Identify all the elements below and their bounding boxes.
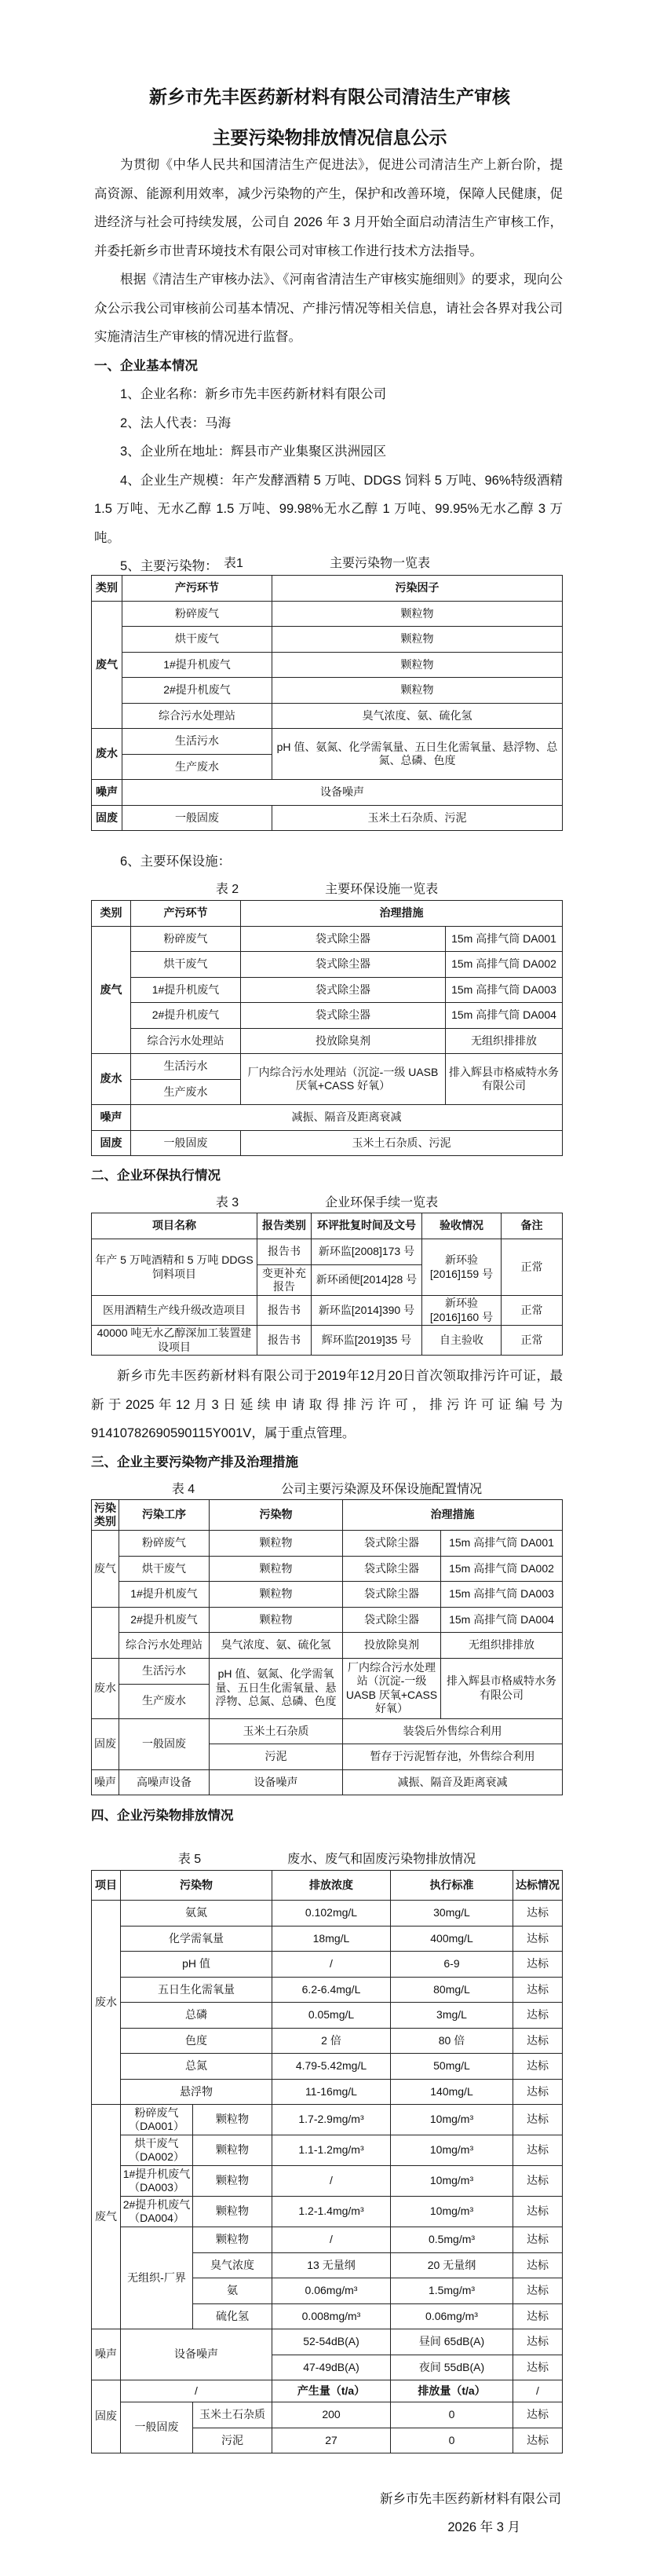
table-cell: 0.05mg/L [272, 2003, 391, 2029]
info-item: 4、企业生产规模：年产发酵酒精 5 万吨、DDGS 饲料 5 万吨、96%特级酒精 1.5 万吨、无水乙醇 1.5 万吨、99.98%无水乙醇 1 万吨、99.95%无水乙醇 3 万吨。 [94, 473, 563, 545]
table-cell: 15m 高排气筒 DA003 [446, 977, 563, 1003]
table-cell: 臭气浓度、氨、硫化氢 [272, 703, 563, 729]
table-cell: 15m 高排气筒 DA003 [441, 1582, 563, 1608]
table-cell: 颗粒物 [210, 1582, 343, 1608]
header-cell: 执行标准 [391, 1871, 513, 1901]
table-cell: 0.008mg/m³ [272, 2303, 391, 2329]
table-cell: 52-54dB(A) [272, 2329, 391, 2355]
table-cell: pH 值 [121, 1952, 272, 1978]
table-cell: 总氮 [121, 2054, 272, 2080]
table-cell: 1#提升机废气 [119, 1582, 210, 1608]
info-item: 5、主要污染物： [120, 559, 218, 573]
table-cell: 2#提升机废气 [122, 678, 272, 704]
status-cell: 达标 [513, 2166, 563, 2197]
table-cell: 臭气浓度、氨、硫化氢 [210, 1633, 343, 1659]
table-cell: 2#提升机废气 [119, 1607, 210, 1633]
table-cell: 悬浮物 [121, 2079, 272, 2105]
table-cell: 0.5mg/m³ [391, 2227, 513, 2253]
table-cell: 1.1-1.2mg/m³ [272, 2135, 391, 2166]
table-cell: 自主验收 [422, 1326, 502, 1356]
table-cell: 袋式除尘器 [343, 1531, 441, 1557]
table-cell: 11-16mg/L [272, 2079, 391, 2105]
category-cell: 噪声 [92, 2329, 121, 2380]
document-title [0, 76, 653, 158]
status-cell: 达标 [513, 2003, 563, 2029]
table-cell: 颗粒物 [272, 678, 563, 704]
table-cell: 装袋后外售综合利用 [343, 1718, 563, 1744]
header-cell: 污染工序 [119, 1500, 210, 1531]
category-cell: 固废 [92, 1718, 119, 1769]
table-2-facilities [91, 900, 563, 1156]
table-cell: 袋式除尘器 [241, 952, 446, 978]
title-line-1: 新乡市先丰医药新材料有限公司清洁生产审核 [149, 86, 510, 107]
table-cell: 生产废水 [122, 754, 272, 780]
table-cell: 粉碎废气 [131, 926, 241, 952]
table-cell: 袋式除尘器 [241, 926, 446, 952]
table-cell: 颗粒物 [272, 627, 563, 653]
table-cell: 年产 5 万吨酒精和 5 万吨 DDGS 饲料项目 [92, 1239, 257, 1296]
table-cell: 总磷 [121, 2003, 272, 2029]
header-cell: 污染因子 [272, 576, 563, 602]
table-cell: 1#提升机废气 [122, 652, 272, 678]
table-cell: 玉米土石杂质、污泥 [272, 805, 563, 831]
table-cell: 生活污水 [119, 1658, 210, 1684]
header-cell: 产污环节 [122, 576, 272, 602]
table-cell: 排入辉县市格威特水务有限公司 [446, 1054, 563, 1105]
table-cell: 昼间 65dB(A) [391, 2329, 513, 2355]
table-cell: 140mg/L [391, 2079, 513, 2105]
status-cell: 达标 [513, 2135, 563, 2166]
table-cell: 变更补充报告 [257, 1265, 312, 1296]
table-cell: 1.2-1.4mg/m³ [272, 2197, 391, 2227]
category-cell: 废水 [92, 1658, 119, 1718]
category-cell: 废水 [92, 1901, 121, 2105]
category-cell: 噪声 [92, 1105, 131, 1131]
header-cell: 验收情况 [422, 1213, 502, 1239]
table-cell: 400mg/L [391, 1926, 513, 1952]
table-cell: 15m 高排气筒 DA001 [441, 1531, 563, 1557]
table-cell: 无组织排排放 [441, 1633, 563, 1659]
status-cell: 达标 [513, 2197, 563, 2227]
table-cell: 18mg/L [272, 1926, 391, 1952]
table-cell: 新环监[2014]390 号 [312, 1296, 422, 1326]
table-cell: 正常 [502, 1326, 563, 1356]
table-cell: 颗粒物 [210, 1531, 343, 1557]
table-cell: 袋式除尘器 [241, 1003, 446, 1029]
category-cell: 废水 [92, 729, 122, 780]
header-cell: 项目名称 [92, 1213, 257, 1239]
permit-paragraph: 新乡市先丰医药新材料有限公司于2019年12月20日首次领取排污许可证，最新于2025年12月3日延续申请取得排污许可，排污许可证编号为91410782690590115Y001V，属于重点管理。 [91, 1369, 563, 1440]
table-cell: 1.5mg/m³ [391, 2278, 513, 2304]
header-cell: 污染物 [121, 1871, 272, 1901]
table-cell: / [272, 2227, 391, 2253]
category-cell-continued [92, 1607, 119, 1658]
status-cell: 达标 [513, 2303, 563, 2329]
table-cell: 0.102mg/L [272, 1901, 391, 1927]
table-cell: 颗粒物 [272, 652, 563, 678]
table-cell: 化学需氧量 [121, 1926, 272, 1952]
table-cell: 袋式除尘器 [343, 1556, 441, 1582]
table-cell: 减振、隔音及距离衰减 [343, 1769, 563, 1795]
table-cell: 袋式除尘器 [343, 1582, 441, 1608]
section-heading-3: 三、企业主要污染物产排及治理措施 [91, 1455, 298, 1469]
table-cell: 粉碎废气（DA001） [121, 2105, 193, 2135]
table-cell: 20 无量纲 [391, 2252, 513, 2278]
header-cell: 产污环节 [131, 901, 241, 927]
table-5-caption [91, 1850, 563, 1870]
table-number: 表 3 [215, 1196, 239, 1209]
status-cell: 达标 [513, 1901, 563, 1927]
table-cell: 30mg/L [391, 1901, 513, 1927]
table-cell: 10mg/m³ [391, 2197, 513, 2227]
table-cell: 新环函便[2014]28 号 [312, 1265, 422, 1296]
category-cell: 固废 [92, 805, 122, 831]
table-cell: 辉环监[2019]35 号 [312, 1326, 422, 1356]
table-cell: 颗粒物 [210, 1556, 343, 1582]
table-cell: 夜间 55dB(A) [391, 2355, 513, 2380]
section-heading-2: 二、企业环保执行情况 [91, 1169, 221, 1183]
table-cell: 颗粒物 [272, 601, 563, 627]
table-cell: 生活污水 [131, 1054, 241, 1080]
status-cell: 达标 [513, 1926, 563, 1952]
table-cell: 氨氮 [121, 1901, 272, 1927]
table-cell: 排放量（t/a） [391, 2380, 513, 2402]
table-cell: 200 [272, 2402, 391, 2428]
table-cell: 正常 [502, 1239, 563, 1296]
signature-date: 2026 年 3 月 [447, 2520, 520, 2534]
table-cell: 生产废水 [131, 1079, 241, 1105]
category-cell: 废气 [92, 1531, 119, 1608]
table-cell: 0 [391, 2402, 513, 2428]
table-cell: 正常 [502, 1296, 563, 1326]
header-cell: 治理措施 [343, 1500, 563, 1531]
table-cell: 颗粒物 [210, 1607, 343, 1633]
table-cell: 厂内综合污水处理站（沉淀-一级 UASB 厌氧+CASS 好氧） [343, 1658, 441, 1718]
table-cell: 颗粒物 [193, 2227, 272, 2253]
table-cell: 10mg/m³ [391, 2105, 513, 2135]
table-cell: 2#提升机废气（DA004） [121, 2197, 193, 2227]
table-cell: 40000 吨无水乙醇深加工装置建设项目 [92, 1326, 257, 1356]
table-cell: 13 无量纲 [272, 2252, 391, 2278]
table-cell: 颗粒物 [193, 2105, 272, 2135]
table-cell: 2 倍 [272, 2028, 391, 2054]
status-cell: 达标 [513, 2105, 563, 2135]
table-cell: 80mg/L [391, 1977, 513, 2003]
table-cell: 50mg/L [391, 2054, 513, 2080]
header-cell: 排放浓度 [272, 1871, 391, 1901]
category-cell: 废气 [92, 926, 131, 1054]
category-cell: 废水 [92, 1054, 131, 1105]
table-3-permits [91, 1213, 563, 1356]
table-cell: 厂内综合污水处理站（沉淀-一级 UASB 厌氧+CASS 好氧） [241, 1054, 446, 1105]
table-cell: 排入辉县市格威特水务有限公司 [441, 1658, 563, 1718]
table-cell: 烘干废气（DA002） [121, 2135, 193, 2166]
table-cell: 玉米土石杂质 [210, 1718, 343, 1744]
table-cell: 15m 高排气筒 DA002 [446, 952, 563, 978]
table-cell: 袋式除尘器 [343, 1607, 441, 1633]
status-cell: 达标 [513, 1977, 563, 2003]
table-cell: 报告书 [257, 1296, 312, 1326]
status-cell: 达标 [513, 2227, 563, 2253]
table-cell: 15m 高排气筒 DA004 [441, 1607, 563, 1633]
info-item: 1、企业名称：新乡市先丰医药新材料有限公司 [120, 387, 387, 401]
table-cell: 减振、隔音及距离衰减 [131, 1105, 563, 1131]
header-cell: 报告类别 [257, 1213, 312, 1239]
header-cell: 污染类别 [92, 1500, 119, 1531]
table-cell: 综合污水处理站 [119, 1633, 210, 1659]
table-cell: 生产废水 [119, 1684, 210, 1718]
table-cell: 报告书 [257, 1239, 312, 1265]
table-cell: 五日生化需氧量 [121, 1977, 272, 2003]
table-cell: 10mg/m³ [391, 2166, 513, 2197]
table-cell: / [272, 1952, 391, 1978]
status-cell: 达标 [513, 2355, 563, 2380]
table-cell: 硫化氢 [193, 2303, 272, 2329]
table-cell: 颗粒物 [193, 2135, 272, 2166]
category-cell: 固废 [92, 1130, 131, 1156]
header-cell: 项目 [92, 1871, 121, 1901]
table-cell: 氨 [193, 2278, 272, 2304]
table-number: 表1 [224, 557, 243, 570]
table-cell: pH 值、氨氮、化学需氧量、五日生化需氧量、悬浮物、总氮、总磷、色度 [272, 729, 563, 780]
table-cell: 一般固废 [131, 1130, 241, 1156]
table-cell: 设备噪声 [122, 780, 563, 806]
category-cell: 固废 [92, 2380, 121, 2453]
table-cell: 玉米土石杂质 [193, 2402, 272, 2428]
table-number: 表 4 [171, 1483, 195, 1496]
status-cell: 达标 [513, 2079, 563, 2105]
table-cell: 玉米土石杂质、污泥 [241, 1130, 563, 1156]
status-cell: 达标 [513, 2252, 563, 2278]
table-cell: pH 值、氨氮、化学需氧量、五日生化需氧量、悬浮物、总氮、总磷、色度 [210, 1658, 343, 1718]
table-cell: 一般固废 [121, 2402, 193, 2453]
table-cell: 一般固废 [119, 1718, 210, 1769]
table-cell: / [121, 2380, 272, 2402]
table-cell: 袋式除尘器 [241, 977, 446, 1003]
table-cell: 暂存于污泥暂存池，外售综合利用 [343, 1744, 563, 1770]
table-cell: 医用酒精生产线升级改造项目 [92, 1296, 257, 1326]
table-cell: 综合污水处理站 [122, 703, 272, 729]
status-cell: 达标 [513, 1952, 563, 1978]
table-cell: 色度 [121, 2028, 272, 2054]
table-cell: 新环验[2016]159 号 [422, 1239, 502, 1296]
table-cell: 2#提升机废气 [131, 1003, 241, 1029]
table-cell: 投放除臭剂 [241, 1028, 446, 1054]
header-cell: 环评批复时间及文号 [312, 1213, 422, 1239]
table-cell: 47-49dB(A) [272, 2355, 391, 2380]
table-cell: 15m 高排气筒 DA001 [446, 926, 563, 952]
table-cell: 无组织-厂界 [121, 2227, 193, 2329]
table-cell: 颗粒物 [193, 2197, 272, 2227]
intro-paragraph-1: 为贯彻《中华人民共和国清洁生产促进法》，促进公司清洁生产上新台阶，提高资源、能源利用效率，减少污染物的产生，保护和改善环境，保障人民健康，促进经济与社会可持续发展，公司自 2026 年 3 月开始全面启动清洁生产审核工作，并委托新乡市世青环境技术有限公司对审核工作进行技术方法指导。 [94, 158, 563, 258]
table-cell: 设备噪声 [121, 2329, 272, 2380]
table-cell: 80 倍 [391, 2028, 513, 2054]
table-1-caption [91, 554, 563, 574]
table-cell: 粉碎废气 [122, 601, 272, 627]
header-cell: 污染物 [210, 1500, 343, 1531]
table-cell: 生活污水 [122, 729, 272, 755]
category-cell: 废气 [92, 601, 122, 729]
table-number: 表 5 [177, 1853, 202, 1866]
table-cell: 6-9 [391, 1952, 513, 1978]
signature-company: 新乡市先丰医药新材料有限公司 [380, 2492, 561, 2506]
table-cell: 颗粒物 [193, 2166, 272, 2197]
table-cell: 4.79-5.42mg/L [272, 2054, 391, 2080]
header-cell: 备注 [502, 1213, 563, 1239]
table-cell: 污泥 [210, 1744, 343, 1770]
status-cell: 达标 [513, 2402, 563, 2428]
table-title: 主要污染物一览表 [329, 557, 430, 570]
table-cell: / [272, 2166, 391, 2197]
table-cell: 27 [272, 2428, 391, 2453]
header-cell: 类别 [92, 576, 122, 602]
table-4-caption [91, 1480, 563, 1500]
table-number: 表 2 [215, 883, 239, 896]
table-cell: 新环监[2008]173 号 [312, 1239, 422, 1265]
table-cell: 臭气浓度 [193, 2252, 272, 2278]
table-cell: 6.2-6.4mg/L [272, 1977, 391, 2003]
status-cell: 达标 [513, 2054, 563, 2080]
table-cell: 粉碎废气 [119, 1531, 210, 1557]
table-cell: 1#提升机废气 [131, 977, 241, 1003]
table-cell: 无组织排排放 [446, 1028, 563, 1054]
status-cell: 达标 [513, 2028, 563, 2054]
info-item: 6、主要环保设施： [120, 854, 232, 869]
table-title: 废水、废气和固废污染物排放情况 [287, 1853, 476, 1866]
table-title: 企业环保手续一览表 [325, 1196, 439, 1209]
table-2-caption [91, 880, 563, 900]
table-1-pollutants [91, 575, 563, 831]
info-item: 2、法人代表：马海 [120, 415, 232, 430]
table-cell: 0.06mg/m³ [272, 2278, 391, 2304]
table-cell: 一般固废 [122, 805, 272, 831]
table-cell: 烘干废气 [119, 1556, 210, 1582]
table-3-caption [91, 1193, 563, 1213]
table-cell: 0.06mg/m³ [391, 2303, 513, 2329]
header-cell: 治理措施 [241, 901, 563, 927]
table-cell: / [513, 2380, 563, 2402]
info-item: 3、企业所在地址：辉县市产业集聚区洪洲园区 [120, 445, 387, 459]
table-cell: 新环验[2016]160 号 [422, 1296, 502, 1326]
table-cell: 15m 高排气筒 DA004 [446, 1003, 563, 1029]
table-cell: 1#提升机废气（DA003） [121, 2166, 193, 2197]
section-heading-1: 一、企业基本情况 [94, 358, 198, 373]
table-cell: 烘干废气 [122, 627, 272, 653]
section-heading-4: 四、企业污染物排放情况 [91, 1809, 234, 1823]
table-cell: 综合污水处理站 [131, 1028, 241, 1054]
table-cell: 报告书 [257, 1326, 312, 1356]
title-line-2: 主要污染物排放情况信息公示 [212, 127, 447, 148]
category-cell: 噪声 [92, 1769, 119, 1795]
table-4-pollution-sources [91, 1499, 563, 1795]
table-cell: 3mg/L [391, 2003, 513, 2029]
intro-paragraph-2: 根据《清洁生产审核办法》、《河南省清洁生产审核实施细则》的要求，现向公众公示我公司审核前公司基本情况、产排污情况等相关信息，请社会各界对我公司实施清洁生产审核的情况进行监督。 [94, 273, 563, 344]
table-title: 主要环保设施一览表 [325, 883, 439, 896]
category-cell: 废气 [92, 2105, 121, 2329]
table-cell: 1.7-2.9mg/m³ [272, 2105, 391, 2135]
intro-section [94, 151, 563, 581]
table-cell: 污泥 [193, 2428, 272, 2453]
status-cell: 达标 [513, 2329, 563, 2355]
table-cell: 高噪声设备 [119, 1769, 210, 1795]
table-cell: 15m 高排气筒 DA002 [441, 1556, 563, 1582]
category-cell: 噪声 [92, 780, 122, 806]
header-cell: 类别 [92, 901, 131, 927]
status-cell: 达标 [513, 2428, 563, 2453]
table-5-emissions [91, 1870, 563, 2453]
table-cell: 烘干废气 [131, 952, 241, 978]
table-cell: 投放除臭剂 [343, 1633, 441, 1659]
table-cell: 设备噪声 [210, 1769, 343, 1795]
table-cell: 产生量（t/a） [272, 2380, 391, 2402]
table-cell: 0 [391, 2428, 513, 2453]
header-cell: 达标情况 [513, 1871, 563, 1901]
table-title: 公司主要污染源及环保设施配置情况 [281, 1483, 483, 1496]
status-cell: 达标 [513, 2278, 563, 2304]
table-cell: 10mg/m³ [391, 2135, 513, 2166]
